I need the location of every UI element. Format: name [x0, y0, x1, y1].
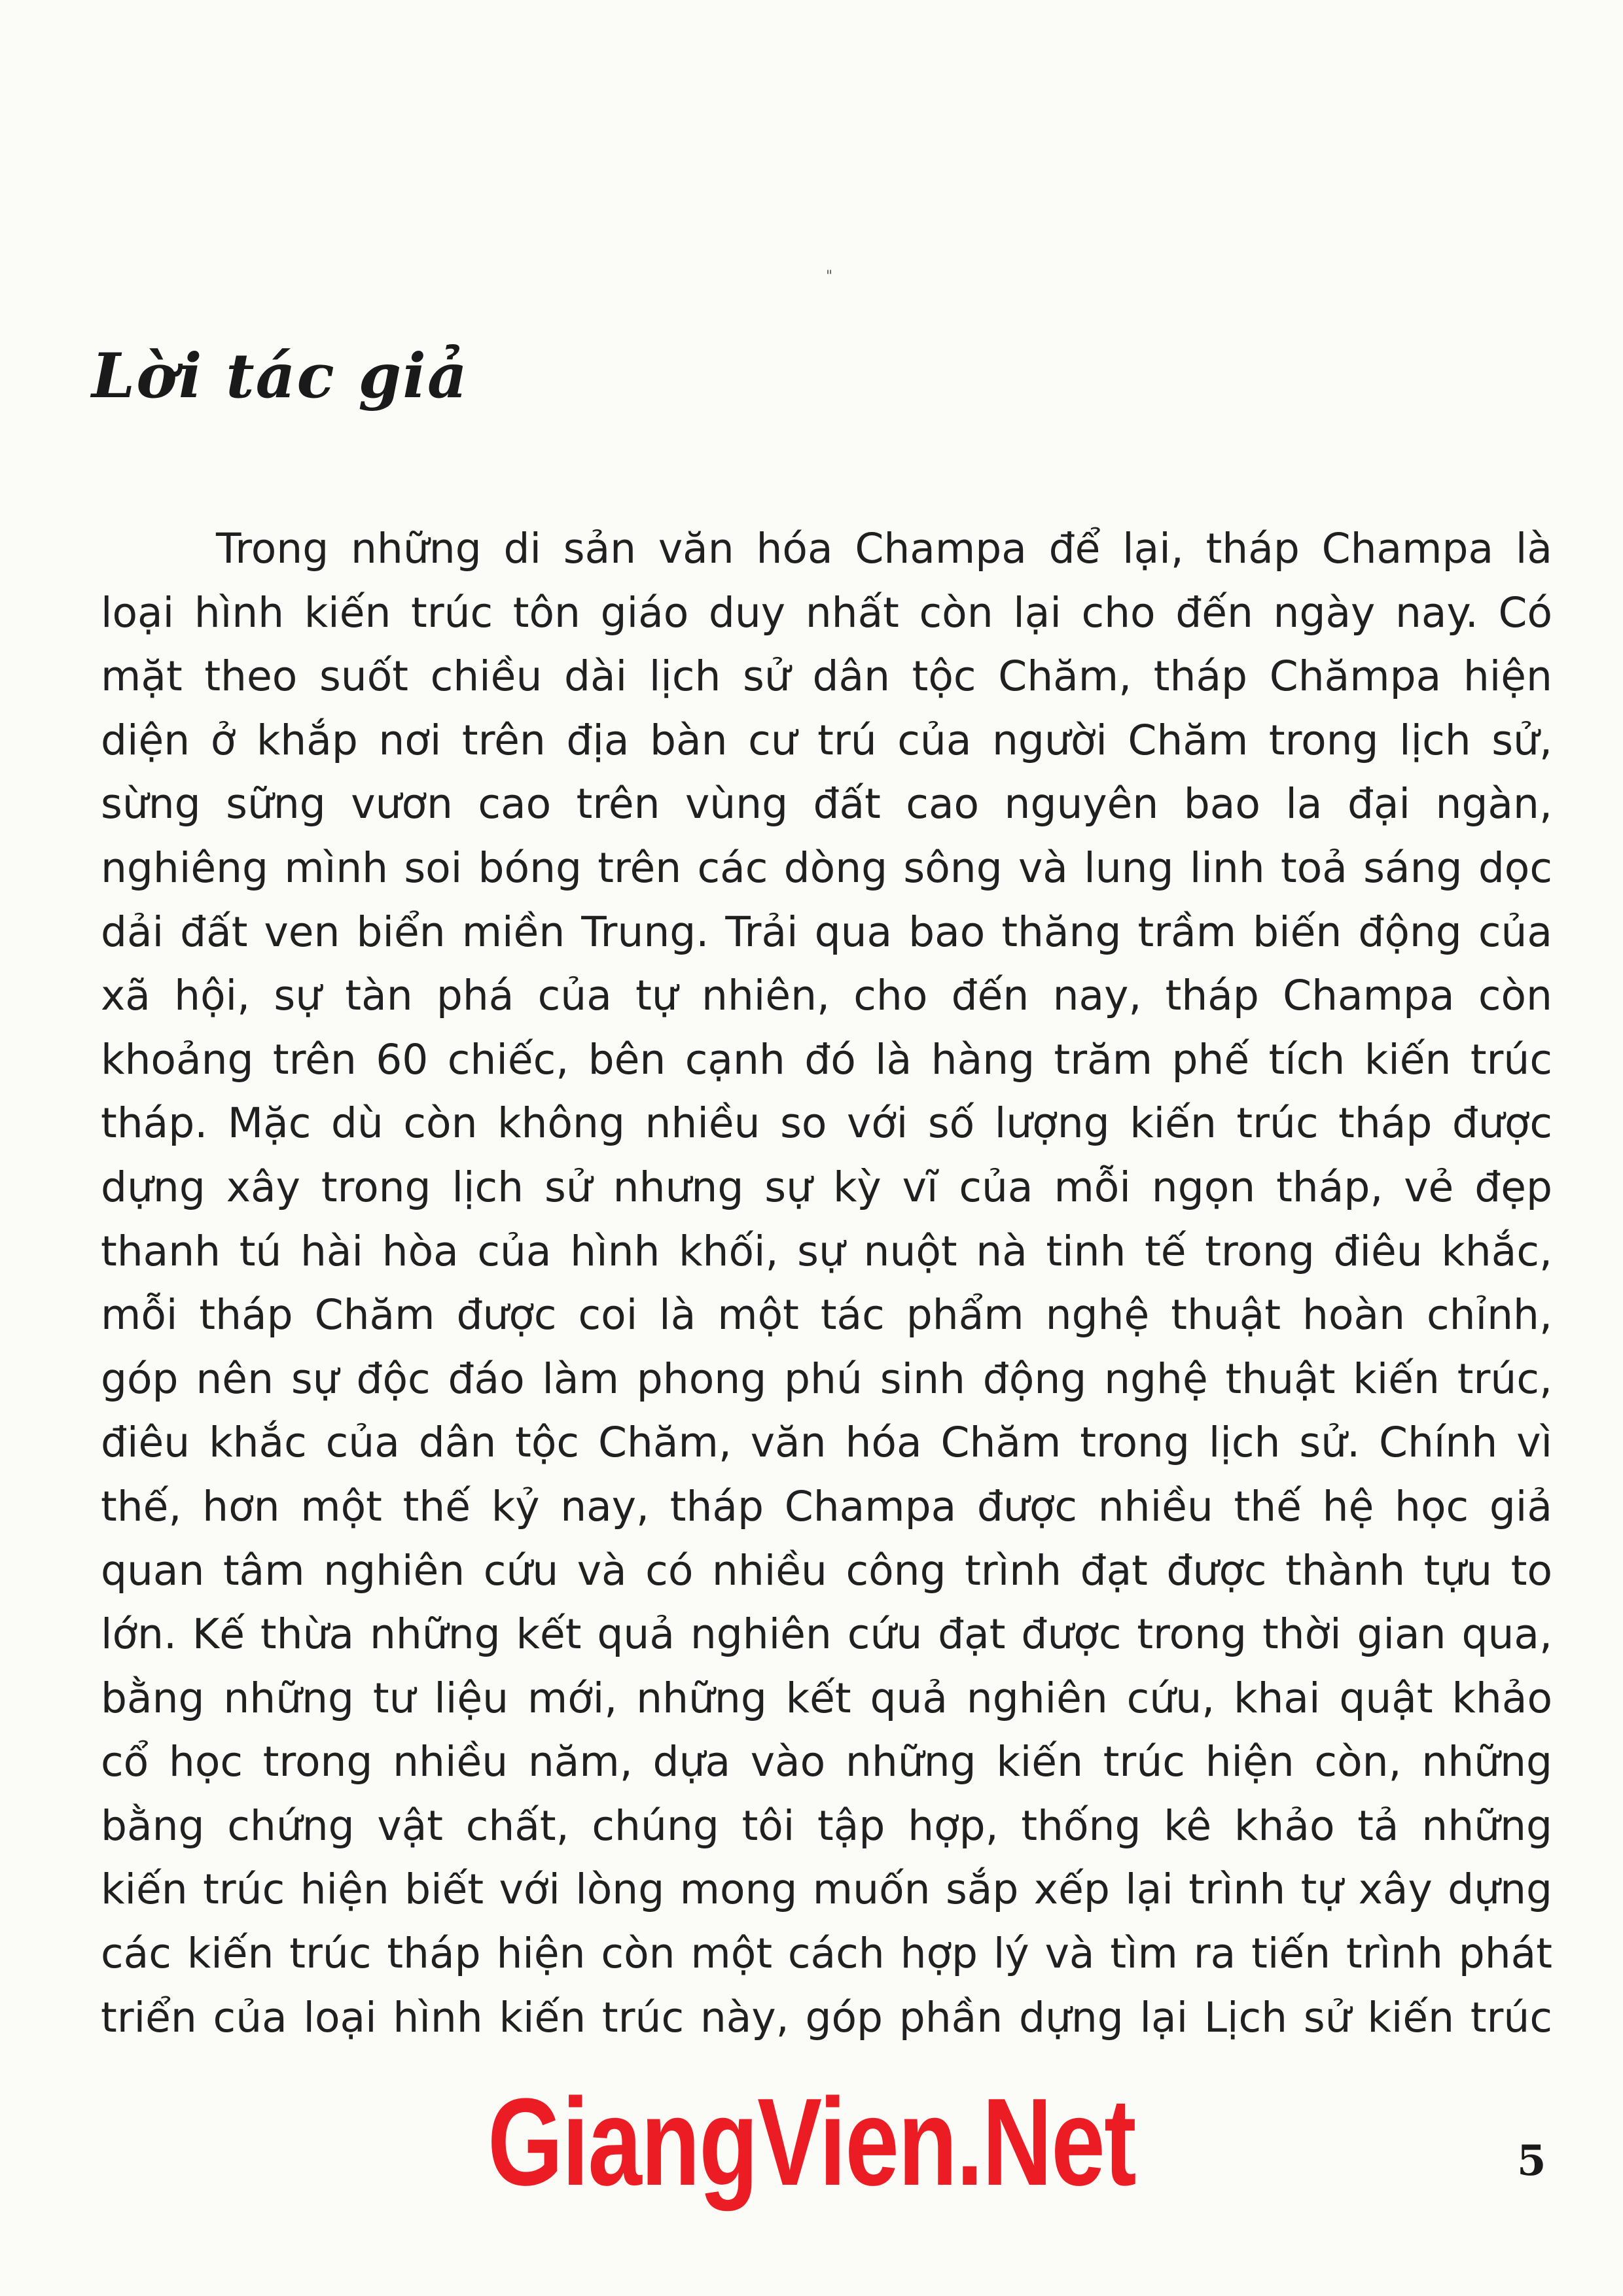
body-line: diện ở khắp nơi trên địa bàn cư trú của người Chăm trong lịch sử,	[101, 716, 1552, 764]
body-line: góp nên sự độc đáo làm phong phú sinh động nghệ thuật kiến trúc,	[101, 1354, 1552, 1403]
body-line: loại hình kiến trúc tôn giáo duy nhất còn lại cho đến ngày nay. Có	[101, 588, 1552, 637]
page-title: Lời tác giả	[92, 340, 469, 412]
watermark: GiangVien.Net	[488, 2073, 1135, 2212]
body-line: cổ học trong nhiều năm, dựa vào những kiến trúc hiện còn, những	[101, 1738, 1552, 1786]
body-line: triển của loại hình kiến trúc này, góp phần dựng lại Lịch sử kiến trúc	[101, 1993, 1552, 2041]
body-line: mỗi tháp Chăm được coi là một tác phẩm nghệ thuật hoàn chỉnh,	[101, 1291, 1552, 1339]
body-line: điêu khắc của dân tộc Chăm, văn hóa Chăm trong lịch sử. Chính vì	[101, 1419, 1552, 1467]
body-line: nghiêng mình soi bóng trên các dòng sông và lung linh toả sáng dọc	[101, 843, 1552, 892]
body-line: dải đất ven biển miền Trung. Trải qua bao thăng trầm biến động của	[101, 908, 1552, 956]
body-line: xã hội, sự tàn phá của tự nhiên, cho đến nay, tháp Champa còn	[101, 972, 1552, 1020]
body-line: mặt theo suốt chiều dài lịch sử dân tộc Chăm, tháp Chămpa hiện	[101, 652, 1552, 701]
body-paragraph	[101, 517, 1552, 2049]
body-line: bằng những tư liệu mới, những kết quả nghiên cứu, khai quật khảo	[101, 1674, 1552, 1722]
body-line: lớn. Kế thừa những kết quả nghiên cứu đạt được trong thời gian qua,	[101, 1610, 1552, 1659]
body-line: Trong những di sản văn hóa Champa để lại, tháp Champa là	[216, 525, 1552, 573]
body-line: quan tâm nghiên cứu và có nhiều công trình đạt được thành tựu to	[101, 1546, 1552, 1595]
body-line: thế, hơn một thế kỷ nay, tháp Champa được nhiều thế hệ học giả	[101, 1482, 1552, 1530]
page-number: 5	[1517, 2136, 1546, 2185]
top-mark: "	[826, 268, 833, 285]
body-line: tháp. Mặc dù còn không nhiều so với số lượng kiến trúc tháp được	[101, 1099, 1552, 1148]
body-line: khoảng trên 60 chiếc, bên cạnh đó là hàng trăm phế tích kiến trúc	[101, 1035, 1552, 1084]
body-line: bằng chứng vật chất, chúng tôi tập hợp, thống kê khảo tả những	[101, 1801, 1552, 1850]
body-line: sừng sững vươn cao trên vùng đất cao nguyên bao la đại ngàn,	[101, 780, 1552, 828]
body-line: dựng xây trong lịch sử nhưng sự kỳ vĩ của mỗi ngọn tháp, vẻ đẹp	[101, 1163, 1552, 1211]
body-line: thanh tú hài hòa của hình khối, sự nuột nà tinh tế trong điêu khắc,	[101, 1227, 1552, 1275]
body-line: kiến trúc hiện biết với lòng mong muốn sắp xếp lại trình tự xây dựng	[101, 1865, 1552, 1914]
body-line: các kiến trúc tháp hiện còn một cách hợp lý và tìm ra tiến trình phát	[101, 1930, 1552, 1978]
